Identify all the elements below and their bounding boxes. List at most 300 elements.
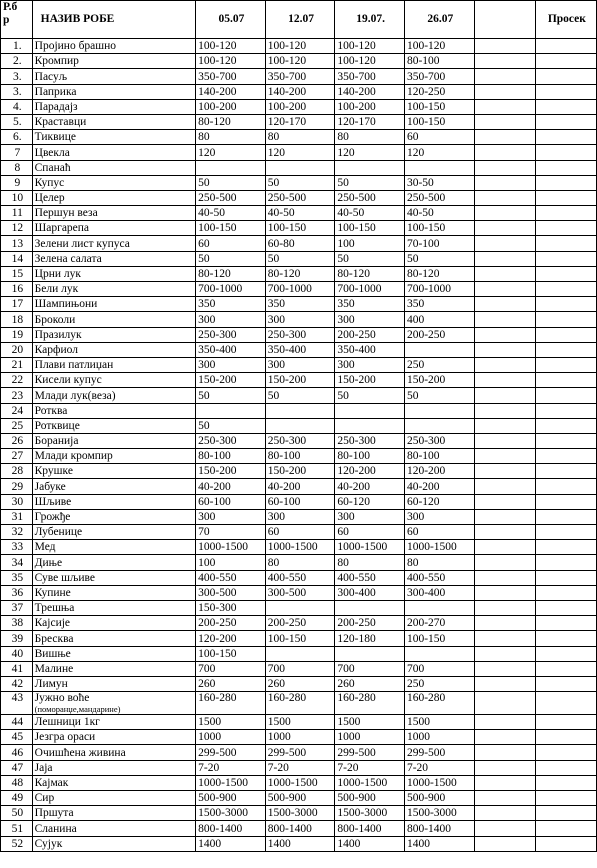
price-cell-week-3 [335, 160, 405, 175]
price-cell-week-2: 500-900 [265, 791, 335, 806]
blank-cell [474, 646, 535, 661]
item-name: Очишћена живина [34, 746, 126, 759]
price-cell-week-3: 160-280 [335, 692, 405, 715]
price-cell-week-3: 400-550 [335, 570, 405, 585]
price-cell-week-2: 200-250 [265, 616, 335, 631]
price-cell-week-4: 250 [404, 357, 474, 372]
item-name-cell [32, 388, 196, 403]
price-cell-week-2: 250-300 [265, 433, 335, 448]
item-name-cell [32, 676, 196, 691]
table-row [1, 821, 597, 836]
average-cell [535, 661, 596, 676]
table-row [1, 266, 597, 281]
row-number: 44 [1, 715, 33, 730]
price-cell-week-1: 700 [196, 661, 266, 676]
price-cell-week-1: 1000-1500 [196, 775, 266, 790]
average-cell [535, 433, 596, 448]
price-cell-week-2: 60-100 [265, 494, 335, 509]
price-cell-week-4: 350 [404, 297, 474, 312]
item-name-cell [32, 692, 196, 715]
average-cell [535, 494, 596, 509]
row-number: 23 [1, 388, 33, 403]
table-row [1, 433, 597, 448]
row-number: 14 [1, 251, 33, 266]
row-number: 45 [1, 730, 33, 745]
item-name-cell [32, 509, 196, 524]
row-number: 25 [1, 418, 33, 433]
blank-cell [474, 464, 535, 479]
price-cell-week-4: 80 [404, 555, 474, 570]
price-cell-week-1: 100-120 [196, 39, 266, 54]
price-cell-week-1 [196, 160, 266, 175]
blank-cell [474, 84, 535, 99]
row-number: 28 [1, 464, 33, 479]
item-name-cell [32, 342, 196, 357]
item-name: Бресква [34, 632, 74, 645]
price-cell-week-4: 50 [404, 251, 474, 266]
blank-cell [474, 570, 535, 585]
blank-cell [474, 190, 535, 205]
average-cell [535, 616, 596, 631]
price-cell-week-2: 40-200 [265, 479, 335, 494]
item-name: Купус [34, 176, 65, 189]
average-cell [535, 509, 596, 524]
table-row [1, 327, 597, 342]
item-name-cell [32, 357, 196, 372]
item-name: Кисели купус [34, 374, 102, 387]
item-name: Грожђе [34, 511, 71, 523]
price-cell-week-3: 100-120 [335, 54, 405, 69]
item-name: Краставци [34, 116, 87, 129]
price-cell-week-2: 7-20 [265, 760, 335, 775]
item-name: Лимун [34, 678, 68, 691]
item-name-cell [32, 373, 196, 388]
price-cell-week-3: 80 [335, 555, 405, 570]
item-name-cell [32, 282, 196, 297]
item-name: Сланина [34, 822, 77, 835]
item-name-cell [32, 715, 196, 730]
price-cell-week-1: 100-150 [196, 221, 266, 236]
price-cell-week-2: 299-500 [265, 745, 335, 760]
table-row [1, 806, 597, 821]
price-cell-week-3: 1000-1500 [335, 775, 405, 790]
blank-cell [474, 631, 535, 646]
price-cell-week-1: 80-100 [196, 449, 266, 464]
item-name: Пројино брашно [34, 40, 117, 53]
item-name: Јабуке [34, 480, 66, 493]
item-name: Карфиол [34, 343, 78, 356]
item-name-cell [32, 449, 196, 464]
blank-cell [474, 221, 535, 236]
average-cell [535, 282, 596, 297]
average-cell [535, 312, 596, 327]
table-row [1, 479, 597, 494]
blank-cell [474, 357, 535, 372]
price-cell-week-1: 260 [196, 676, 266, 691]
item-name: Јаја [34, 761, 53, 774]
price-cell-week-4: 200-270 [404, 616, 474, 631]
price-cell-week-4: 100-120 [404, 39, 474, 54]
item-name: Купине [34, 586, 71, 599]
table-row [1, 175, 597, 190]
blank-cell [474, 342, 535, 357]
price-cell-week-4: 350-700 [404, 69, 474, 84]
average-cell [535, 39, 596, 54]
header-date-1: 05.07 [196, 1, 266, 39]
price-cell-week-4: 70-100 [404, 236, 474, 251]
price-cell-week-1: 250-300 [196, 433, 266, 448]
price-cell-week-4 [404, 600, 474, 615]
price-cell-week-2: 350-700 [265, 69, 335, 84]
table-row [1, 616, 597, 631]
item-name-cell [32, 39, 196, 54]
item-name-cell [32, 221, 196, 236]
row-number: 31 [1, 509, 33, 524]
price-cell-week-3: 1400 [335, 836, 405, 851]
item-name-cell [32, 206, 196, 221]
item-name-cell [32, 631, 196, 646]
item-name-cell [32, 836, 196, 851]
average-cell [535, 730, 596, 745]
table-row [1, 312, 597, 327]
price-cell-week-2: 260 [265, 676, 335, 691]
row-number: 13 [1, 236, 33, 251]
price-cell-week-1: 700-1000 [196, 282, 266, 297]
item-name: Бели лук [34, 283, 79, 296]
table-row [1, 760, 597, 775]
price-cell-week-2: 1400 [265, 836, 335, 851]
item-name-cell [32, 297, 196, 312]
price-cell-week-3: 120 [335, 145, 405, 160]
row-number: 3. [1, 69, 33, 84]
row-number: 29 [1, 479, 33, 494]
item-name: Шампињони [34, 298, 98, 311]
row-number: 11 [1, 206, 33, 221]
price-cell-week-4: 120 [404, 145, 474, 160]
price-cell-week-3: 150-200 [335, 373, 405, 388]
item-name-cell [32, 525, 196, 540]
average-cell [535, 297, 596, 312]
row-number: 22 [1, 373, 33, 388]
price-cell-week-1: 1000 [196, 730, 266, 745]
item-name: Кромпир [34, 55, 79, 68]
price-cell-week-3: 120-200 [335, 464, 405, 479]
price-cell-week-3: 200-250 [335, 327, 405, 342]
price-cell-week-4: 120-250 [404, 84, 474, 99]
table-row [1, 836, 597, 851]
row-number: 5. [1, 114, 33, 129]
blank-cell [474, 836, 535, 851]
row-number: 24 [1, 403, 33, 418]
price-cell-week-1: 80-120 [196, 114, 266, 129]
item-name: Ротква [34, 404, 68, 417]
price-cell-week-2: 50 [265, 251, 335, 266]
table-row [1, 403, 597, 418]
price-cell-week-4: 100-150 [404, 221, 474, 236]
price-cell-week-3: 350-400 [335, 342, 405, 357]
table-row [1, 631, 597, 646]
blank-cell [474, 525, 535, 540]
table-row [1, 791, 597, 806]
row-number: 39 [1, 631, 33, 646]
row-number: 8 [1, 160, 33, 175]
price-cell-week-4: 1000 [404, 730, 474, 745]
average-cell [535, 464, 596, 479]
average-cell [535, 251, 596, 266]
header-average: Просек [535, 1, 596, 39]
price-cell-week-1: 1500 [196, 715, 266, 730]
row-number: 47 [1, 760, 33, 775]
blank-cell [474, 494, 535, 509]
average-cell [535, 357, 596, 372]
price-cell-week-3: 120-170 [335, 114, 405, 129]
average-cell [535, 525, 596, 540]
price-cell-week-4: 80-120 [404, 266, 474, 281]
item-name: Кајмак [34, 777, 69, 789]
price-cell-week-4 [404, 418, 474, 433]
blank-cell [474, 54, 535, 69]
price-cell-week-1: 150-200 [196, 464, 266, 479]
price-cell-week-3: 120-180 [335, 631, 405, 646]
average-cell [535, 449, 596, 464]
item-name-cell [32, 54, 196, 69]
item-name-cell [32, 775, 196, 790]
item-name: Црни лук [34, 268, 81, 280]
row-number: 42 [1, 676, 33, 691]
price-cell-week-1: 400-550 [196, 570, 266, 585]
price-cell-week-4: 1400 [404, 836, 474, 851]
price-cell-week-3: 1500-3000 [335, 806, 405, 821]
header-number: Р.б р [1, 1, 33, 39]
item-name: Плави патлиџан [34, 359, 114, 372]
table-row [1, 206, 597, 221]
item-name-cell [32, 661, 196, 676]
item-name-cell [32, 730, 196, 745]
table-row [1, 418, 597, 433]
price-cell-week-1: 500-900 [196, 791, 266, 806]
price-cell-week-2: 150-200 [265, 464, 335, 479]
table-row [1, 449, 597, 464]
price-cell-week-3: 200-250 [335, 616, 405, 631]
item-name: Ротквице [34, 419, 80, 432]
price-cell-week-4: 300 [404, 509, 474, 524]
blank-cell [474, 540, 535, 555]
average-cell [535, 570, 596, 585]
price-cell-week-3: 500-900 [335, 791, 405, 806]
item-name: Цвекла [34, 146, 70, 159]
blank-cell [474, 145, 535, 160]
price-cell-week-1: 250-500 [196, 190, 266, 205]
price-cell-week-2: 80 [265, 130, 335, 145]
table-row [1, 221, 597, 236]
price-cell-week-2: 120 [265, 145, 335, 160]
item-name-cell [32, 266, 196, 281]
table-row [1, 692, 597, 715]
item-name-cell [32, 821, 196, 836]
item-name-cell [32, 160, 196, 175]
average-cell [535, 145, 596, 160]
item-name: Зелени лист купуса [34, 237, 130, 250]
row-number: 18 [1, 312, 33, 327]
blank-cell [474, 39, 535, 54]
price-cell-week-3: 299-500 [335, 745, 405, 760]
item-name: Сујук [34, 837, 63, 850]
price-cell-week-4: 400 [404, 312, 474, 327]
row-number: 37 [1, 600, 33, 615]
price-cell-week-2: 250-300 [265, 327, 335, 342]
price-cell-week-3: 1000 [335, 730, 405, 745]
average-cell [535, 342, 596, 357]
price-cell-week-2: 350-400 [265, 342, 335, 357]
item-name: Пршута [34, 807, 74, 820]
price-cell-week-4: 80-100 [404, 54, 474, 69]
average-cell [535, 114, 596, 129]
row-number: 32 [1, 525, 33, 540]
average-cell [535, 403, 596, 418]
table-row [1, 297, 597, 312]
price-cell-week-4: 60 [404, 525, 474, 540]
table-row [1, 84, 597, 99]
row-number: 2. [1, 54, 33, 69]
item-name: Празилук [34, 328, 82, 341]
item-name: Целер [34, 192, 65, 205]
table-row [1, 646, 597, 661]
price-cell-week-3: 300 [335, 509, 405, 524]
row-number: 12 [1, 221, 33, 236]
price-cell-week-1: 150-200 [196, 373, 266, 388]
price-cell-week-1: 300 [196, 509, 266, 524]
price-cell-week-2: 80-120 [265, 266, 335, 281]
price-cell-week-2: 350 [265, 297, 335, 312]
table-row [1, 145, 597, 160]
price-cell-week-3: 80-120 [335, 266, 405, 281]
table-row [1, 730, 597, 745]
row-number: 36 [1, 585, 33, 600]
price-cell-week-4 [404, 160, 474, 175]
blank-cell [474, 775, 535, 790]
table-row [1, 509, 597, 524]
price-cell-week-4: 30-50 [404, 175, 474, 190]
price-cell-week-1: 7-20 [196, 760, 266, 775]
row-number: 7 [1, 145, 33, 160]
item-name: Першун веза [34, 207, 98, 220]
item-name-cell [32, 236, 196, 251]
item-name: Трешња [34, 602, 75, 615]
price-cell-week-1: 100-150 [196, 646, 266, 661]
average-cell [535, 692, 596, 715]
blank-cell [474, 160, 535, 175]
item-name-cell [32, 464, 196, 479]
table-row [1, 190, 597, 205]
price-cell-week-3 [335, 403, 405, 418]
table-row [1, 585, 597, 600]
item-name: Језгра ораси [34, 731, 96, 744]
price-cell-week-4: 80-100 [404, 449, 474, 464]
item-name: Јужно воће [34, 692, 90, 705]
blank-cell [474, 282, 535, 297]
row-number: 40 [1, 646, 33, 661]
price-cell-week-4: 800-1400 [404, 821, 474, 836]
blank-cell [474, 555, 535, 570]
table-row [1, 775, 597, 790]
price-cell-week-2: 100-150 [265, 221, 335, 236]
table-row [1, 745, 597, 760]
blank-cell [474, 730, 535, 745]
row-number: 6. [1, 130, 33, 145]
price-cell-week-3: 350-700 [335, 69, 405, 84]
price-cell-week-1: 300-500 [196, 585, 266, 600]
price-cell-week-2: 300 [265, 509, 335, 524]
average-cell [535, 540, 596, 555]
price-cell-week-4: 150-200 [404, 373, 474, 388]
price-cell-week-1: 350-400 [196, 342, 266, 357]
item-name-cell [32, 251, 196, 266]
price-cell-week-4 [404, 342, 474, 357]
price-cell-week-3: 1000-1500 [335, 540, 405, 555]
price-cell-week-1: 50 [196, 388, 266, 403]
table-row [1, 342, 597, 357]
blank-cell [474, 418, 535, 433]
price-cell-week-1: 100-120 [196, 54, 266, 69]
average-cell [535, 745, 596, 760]
price-cell-week-4: 250 [404, 676, 474, 691]
price-cell-week-4: 100-150 [404, 114, 474, 129]
price-cell-week-1: 40-50 [196, 206, 266, 221]
item-name: Лубенице [34, 526, 83, 539]
price-cell-week-3: 100-150 [335, 221, 405, 236]
price-cell-week-2: 100-150 [265, 631, 335, 646]
price-cell-week-2 [265, 646, 335, 661]
average-cell [535, 175, 596, 190]
blank-cell [474, 791, 535, 806]
blank-cell [474, 806, 535, 821]
item-name-cell [32, 540, 196, 555]
price-cell-week-3: 140-200 [335, 84, 405, 99]
price-cell-week-2: 40-50 [265, 206, 335, 221]
price-cell-week-3: 80 [335, 130, 405, 145]
row-number: 35 [1, 570, 33, 585]
average-cell [535, 676, 596, 691]
price-cell-week-4: 120-200 [404, 464, 474, 479]
row-number: 49 [1, 791, 33, 806]
blank-cell [474, 676, 535, 691]
price-cell-week-3: 40-200 [335, 479, 405, 494]
price-cell-week-3 [335, 600, 405, 615]
table-row [1, 69, 597, 84]
table-row [1, 715, 597, 730]
item-name: Спанаћ [34, 161, 71, 174]
price-cell-week-3 [335, 418, 405, 433]
table-row [1, 676, 597, 691]
average-cell [535, 99, 596, 114]
price-cell-week-3: 80-100 [335, 449, 405, 464]
price-cell-week-1: 1400 [196, 836, 266, 851]
item-name-cell [32, 327, 196, 342]
table-row [1, 373, 597, 388]
header-row [1, 1, 597, 39]
price-cell-week-3: 260 [335, 676, 405, 691]
header-item-name: НАЗИВ РОБЕ [32, 1, 196, 39]
blank-cell [474, 715, 535, 730]
blank-cell [474, 266, 535, 281]
row-number: 41 [1, 661, 33, 676]
item-name-cell [32, 745, 196, 760]
price-cell-week-1: 300 [196, 312, 266, 327]
row-number: 15 [1, 266, 33, 281]
blank-cell [474, 373, 535, 388]
average-cell [535, 54, 596, 69]
item-name: Мед [34, 541, 56, 554]
